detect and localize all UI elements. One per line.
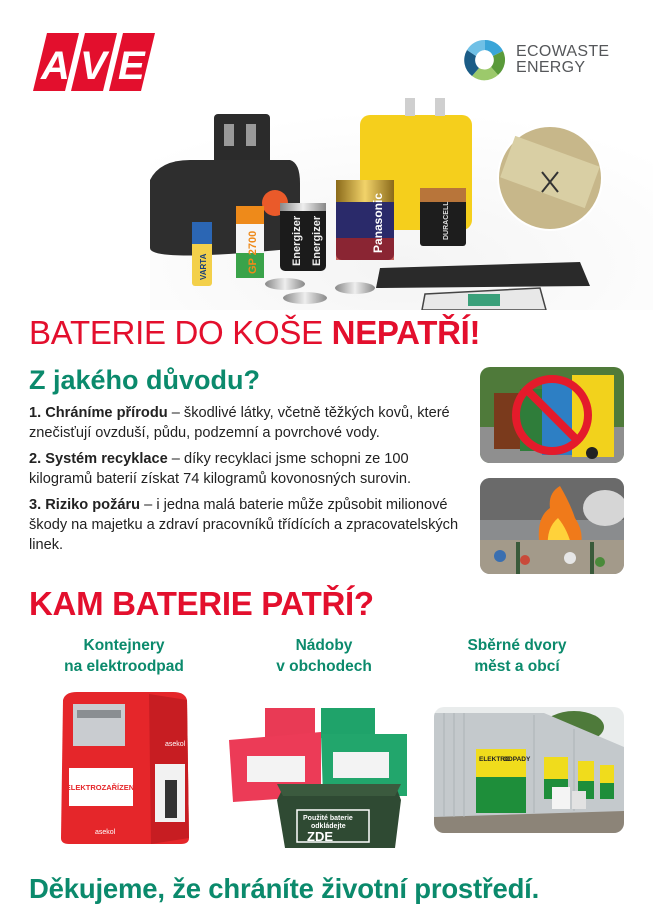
reason-text: – škodlivé látky, včetně těžkých kovů, které znečisťují ovzduší, půdu, podzemní a povrchové vody. (29, 405, 450, 441)
yard-sign-2: ODPADY (503, 756, 531, 763)
ave-logo-icon (33, 33, 155, 91)
batteries-illustration (150, 88, 653, 310)
place-title-line1: Kontejnery (83, 637, 165, 654)
place-title-line2: měst a obcí (474, 658, 560, 675)
svg-text:A: A (41, 44, 70, 88)
headline-bold: NEPATŘÍ! (331, 314, 481, 351)
yard-sign-1: ELEKTRO (479, 756, 511, 763)
svg-text:Energizer: Energizer (291, 215, 303, 266)
collection-yard-illustration (434, 707, 624, 833)
place-title-line1: Sběrné dvory (467, 637, 567, 654)
reason-text: – díky recyklaci jsme schopni ze 100 kilogramů baterií získat 74 kilogramů kovonosných surovin. (29, 451, 412, 487)
place-title-line2: v obchodech (276, 658, 372, 675)
fire-illustration (480, 478, 624, 574)
reason-label: 2. Systém recyklace (29, 451, 168, 467)
collection-yard-photo (434, 707, 624, 833)
reason-label: 3. Riziko požáru (29, 497, 141, 513)
main-headline (29, 314, 480, 352)
ecowaste-wordmark (516, 44, 609, 76)
asekol-label-bottom: asekol (95, 829, 116, 836)
red-container-illustration (55, 688, 195, 848)
box-text-2: odkládejte (311, 823, 346, 830)
reasons-title: Z jakého důvodu? (29, 365, 261, 395)
thank-you-message: Děkujeme, že chráníte životní prostředí. (29, 873, 540, 904)
reason-item (29, 403, 469, 443)
ecowaste-line2: ENERGY (516, 59, 586, 76)
place-title-line2: na elektroodpad (64, 658, 184, 675)
reason-item (29, 495, 469, 555)
ecowaste-swirl-icon (462, 37, 508, 83)
place-title-shops (229, 635, 419, 677)
place-title-containers (29, 635, 219, 677)
asekol-label: asekol (165, 741, 186, 748)
no-bins-photo (480, 367, 624, 463)
ecowaste-line1: ECOWASTE (516, 43, 610, 60)
place-title-line1: Nádoby (295, 637, 353, 654)
reason-label: 1. Chráníme přírodu (29, 405, 168, 421)
where-headline-bold: PATŘÍ? (261, 585, 374, 622)
place-title-yards (422, 635, 612, 677)
svg-text:Panasonic: Panasonic (371, 192, 385, 253)
ewaste-container-photo (55, 688, 195, 848)
svg-text:Energizer: Energizer (311, 215, 323, 266)
ecowaste-logo (462, 36, 632, 84)
where-headline (29, 585, 374, 623)
shop-boxes-photo (225, 700, 410, 848)
reason-item (29, 449, 469, 489)
box-text-3: ZDE (307, 829, 333, 844)
svg-text:DURACELL: DURACELL (443, 201, 450, 240)
reason-text: – i jedna malá baterie může způsobit milionové škody na majetku a zdraví pracovníků třídících a zpracovatelských linek. (29, 497, 459, 553)
collection-boxes-illustration (225, 700, 410, 848)
headline-light: BATERIE DO KOŠE (29, 314, 332, 351)
where-headline-light: KAM BATERIE (29, 585, 262, 622)
svg-text:E: E (118, 44, 145, 88)
ave-logo (33, 33, 155, 91)
reasons-list (29, 403, 469, 561)
svg-text:V: V (80, 44, 107, 88)
fire-photo (480, 478, 624, 574)
svg-text:GP 2700: GP 2700 (247, 230, 259, 274)
batteries-hero-image (150, 88, 653, 310)
svg-text:VARTA: VARTA (199, 253, 208, 280)
crossed-bins-illustration (480, 367, 624, 463)
box-text-1: Použité baterie (303, 815, 353, 822)
container-label: ELEKTROZAŘÍZENÍ (65, 783, 137, 792)
